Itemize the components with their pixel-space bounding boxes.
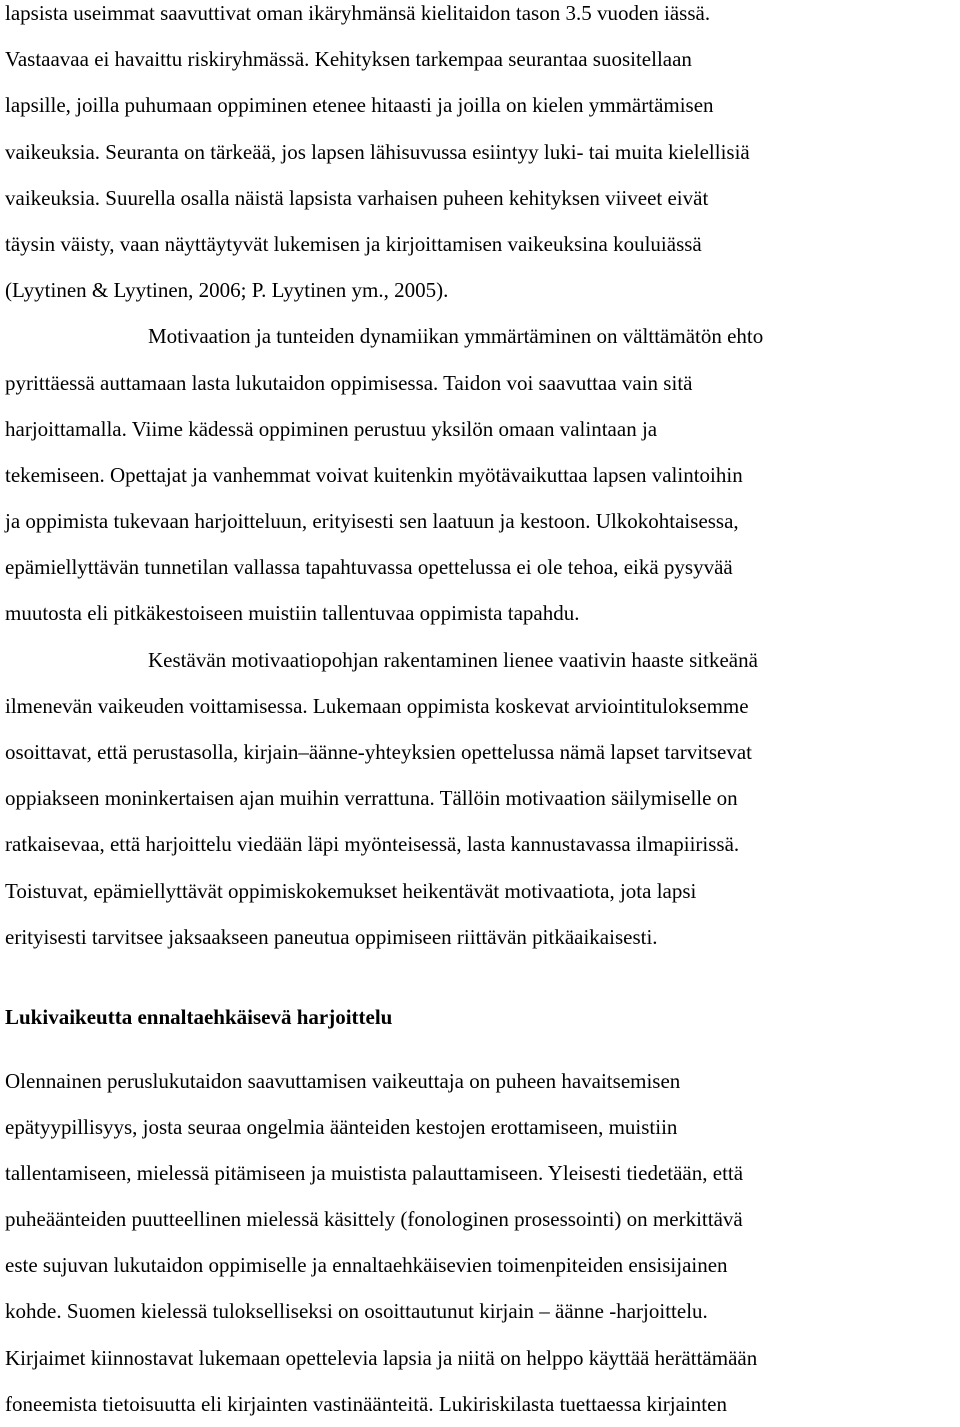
text-line: muutosta eli pitkäkestoiseen muistiin tallentuvaa oppimista tapahdu. bbox=[5, 601, 580, 626]
text-line: lapsille, joilla puhumaan oppiminen etenee hitaasti ja joilla on kielen ymmärtämisen bbox=[5, 93, 714, 118]
text-line: täysin väisty, vaan näyttäytyvät lukemisen ja kirjoittamisen vaikeuksina kouluiässä bbox=[5, 231, 702, 256]
paragraph-1 bbox=[5, 0, 955, 313]
text-line: (Lyytinen & Lyytinen, 2006; P. Lyytinen ym., 2005). bbox=[5, 278, 449, 303]
section-heading: Lukivaikeutta ennaltaehkäisevä harjoittelu bbox=[5, 1004, 393, 1029]
text-line: tallentamiseen, mielessä pitämiseen ja muistista palauttamiseen. Yleisesti tiedetään, että bbox=[5, 1160, 744, 1185]
text-line: Olennainen peruslukutaidon saavuttamisen vaikeuttaja on puheen havaitsemisen bbox=[5, 1068, 681, 1093]
text-line: puheäänteiden puutteellinen mielessä käsittely (fonologinen prosessointi) on merkittävä bbox=[5, 1207, 743, 1232]
text-line: vaikeuksia. Seuranta on tärkeää, jos lapsen lähisuvussa esiintyy luki- tai muita kielellisiä bbox=[5, 139, 750, 164]
text-line: pyrittäessä auttamaan lasta lukutaidon oppimisessa. Taidon voi saavuttaa vain sitä bbox=[5, 370, 693, 395]
text-line: Motivaation ja tunteiden dynamiikan ymmärtäminen on välttämätön ehto bbox=[148, 324, 764, 349]
text-line: ilmenevän vaikeuden voittamisessa. Lukemaan oppimista koskevat arviointituloksemme bbox=[5, 693, 749, 718]
paragraph-3 bbox=[5, 637, 955, 960]
text-line: osoittavat, että perustasolla, kirjain–äänne-yhteyksien opettelussa nämä lapset tarvitsevat bbox=[5, 740, 753, 764]
text-line: kohde. Suomen kielessä tulokselliseksi on osoittautunut kirjain – äänne -harjoittelu. bbox=[5, 1299, 708, 1324]
text-line: Kestävän motivaatiopohjan rakentaminen lienee vaativin haaste sitkeänä bbox=[148, 647, 758, 672]
paragraph-4 bbox=[5, 1058, 955, 1427]
text-line: Vastaavaa ei havaittu riskiryhmässä. Kehityksen tarkempaa seurantaa suositellaan bbox=[5, 47, 692, 72]
text-line: este sujuvan lukutaidon oppimiselle ja ennaltaehkäisevien toimenpiteiden ensisijainen bbox=[5, 1253, 728, 1278]
text-line: erityisesti tarvitsee jaksaakseen paneutua oppimiseen riittävän pitkäaikaisesti. bbox=[5, 924, 658, 949]
text-line: Toistuvat, epämiellyttävät oppimiskokemukset heikentävät motivaatiota, jota lapsi bbox=[5, 878, 697, 903]
text-line: epätyypillisyys, josta seuraa ongelmia äänteiden kestojen erottamiseen, muistiin bbox=[5, 1114, 678, 1139]
text-line: tekemiseen. Opettajat ja vanhemmat voivat kuitenkin myötävaikuttaa lapsen valintoihin bbox=[5, 462, 743, 487]
text-line: harjoittamalla. Viime kädessä oppiminen perustuu yksilön omaan valintaan ja bbox=[5, 416, 658, 441]
text-line: lapsista useimmat saavuttivat oman ikäryhmänsä kielitaidon tason 3.5 vuoden iässä. bbox=[5, 1, 711, 25]
text-line: Kirjaimet kiinnostavat lukemaan opettelevia lapsia ja niitä on helppo käyttää herättämään bbox=[5, 1345, 758, 1370]
paragraph-2 bbox=[5, 313, 955, 636]
text-line: ja oppimista tukevaan harjoitteluun, erityisesti sen laatuun ja kestoon. Ulkokohtaisessa, bbox=[5, 509, 739, 534]
text-line: ratkaisevaa, että harjoittelu viedään läpi myönteisessä, lasta kannustavassa ilmapiirissä. bbox=[5, 832, 740, 857]
text-line: vaikeuksia. Suurella osalla näistä lapsista varhaisen puheen kehityksen viiveet eivät bbox=[5, 185, 709, 210]
text-line: foneemista tietoisuutta eli kirjainten vastinäänteitä. Lukiriskilasta tuettaessa kirjainten bbox=[5, 1391, 727, 1416]
document-page bbox=[5, 0, 955, 1427]
text-line: oppiakseen moninkertaisen ajan muihin verrattuna. Tällöin motivaation säilymiselle on bbox=[5, 786, 738, 811]
text-line: epämiellyttävän tunnetilan vallassa tapahtuvassa opettelussa ei ole tehoa, eikä pysyvää bbox=[5, 555, 733, 580]
